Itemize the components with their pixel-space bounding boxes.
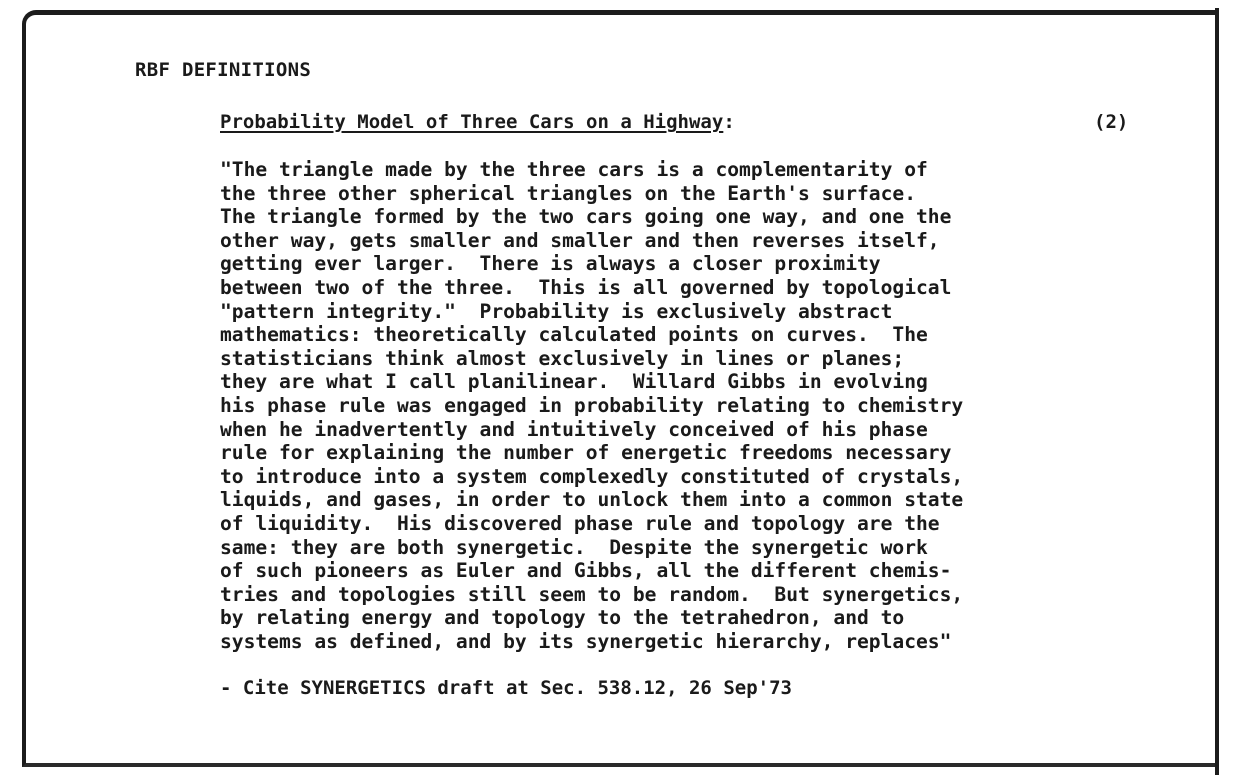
citation: - Cite SYNERGETICS draft at Sec. 538.12, 26 Sep'73: [220, 677, 792, 699]
definition-title: [220, 111, 735, 133]
quote-line: rule for explaining the number of energetic freedoms necessary: [220, 441, 952, 465]
definition-title-colon: :: [723, 111, 735, 133]
quote-line: tries and topologies still seem to be random. But synergetics,: [220, 582, 964, 606]
quote-line: systems as defined, and by its synergetic hierarchy, replaces": [220, 629, 952, 653]
quote-line: between two of the three. This is all governed by topological: [220, 275, 952, 299]
quote-line: when he inadvertently and intuitively conceived of his phase: [220, 417, 928, 441]
quote-line: "pattern integrity." Probability is exclusively abstract: [220, 299, 893, 323]
quote-line: "The triangle made by the three cars is a complementarity of: [220, 158, 928, 181]
quote-line: mathematics: theoretically calculated points on curves. The: [220, 323, 928, 347]
quote-line: of liquidity. His discovered phase rule and topology are the: [220, 511, 940, 535]
definition-title-text: Probability Model of Three Cars on a Highway: [220, 111, 724, 133]
quote-line: same: they are both synergetic. Despite the synergetic work: [220, 535, 928, 559]
quote-line: getting ever larger. There is always a closer proximity: [220, 252, 881, 276]
quote-line: The triangle formed by the two cars going one way, and one the: [220, 205, 952, 229]
quote-line: his phase rule was engaged in probability relating to chemistry: [220, 393, 964, 417]
page-number: (2): [1094, 111, 1129, 133]
quote-line: they are what I call planilinear. Willard Gibbs in evolving: [220, 370, 928, 394]
section-header: RBF DEFINITIONS: [135, 59, 312, 81]
quote-line: statisticians think almost exclusively in lines or planes;: [220, 346, 905, 370]
quote-line: the three other spherical triangles on the Earth's surface.: [220, 181, 916, 205]
quote-line: liquids, and gases, in order to unlock them into a common state: [220, 488, 964, 512]
quote-line: of such pioneers as Euler and Gibbs, all the different chemis-: [220, 559, 952, 583]
quote-line: by relating energy and topology to the tetrahedron, and to: [220, 606, 905, 630]
card-right-edge: [1215, 8, 1219, 775]
quote-line: other way, gets smaller and smaller and then reverses itself,: [220, 228, 940, 252]
quote-body: [220, 158, 1120, 653]
quote-line: to introduce into a system complexedly constituted of crystals,: [220, 464, 964, 488]
